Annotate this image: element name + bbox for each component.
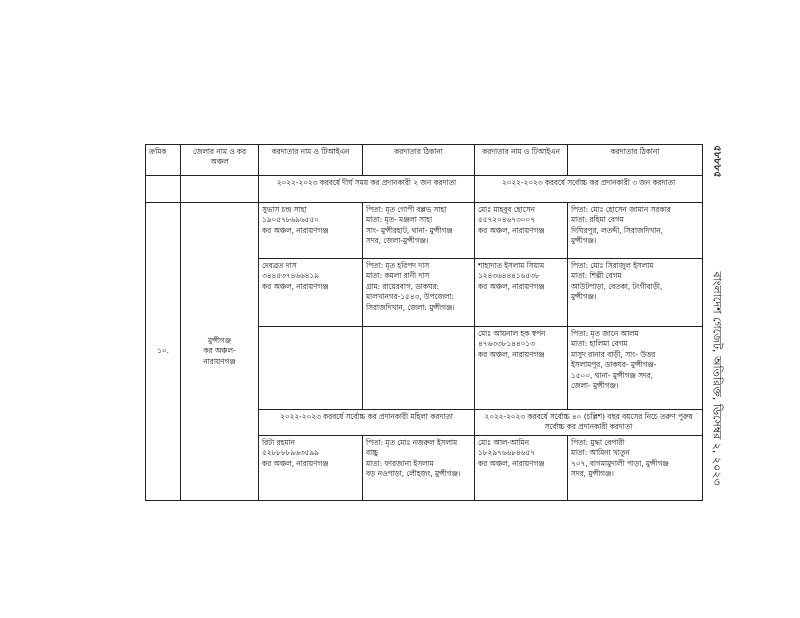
address-line: পিতা: মৃত মোঃ নজরুল ইসলাম <box>366 437 458 447</box>
running-head <box>705 215 727 545</box>
address-line: দিঘিরপুর, লতব্দী, সিরাজদিখান, <box>571 225 663 235</box>
header-address-right: করদাতার ঠিকানা <box>568 145 703 176</box>
empty-cell <box>181 176 259 203</box>
address-line: জেলা- মুন্সীগঞ্জ। <box>571 381 619 391</box>
taxpayer-tin: ১২৪৩৬৪৪৪১৬৫৩৮ <box>478 271 540 281</box>
taxpayer-name: মোঃ আয়নাল হক স্বপন <box>478 329 546 338</box>
taxpayer-tin: ১৯০৫৭৮৬৯৬৫৫০ <box>262 215 319 225</box>
address-line: বাচ্চু <box>366 448 379 458</box>
address-line: মাসুদ রানার বাড়ী, সাং- উত্তর <box>571 349 656 359</box>
header-district: জেলার নাম ও কর অঞ্চল <box>181 145 259 176</box>
taxpayer-name-cell <box>259 435 363 500</box>
address-line: মুন্সীগঞ্জ। <box>571 292 597 302</box>
taxpayer-address-cell <box>363 203 475 259</box>
address-line: আউটপাড়া, বেতকা, টংগীবাড়ী, <box>571 281 663 291</box>
header-name-tin-right: করদাতার নাম ও টিআইএন <box>475 145 568 176</box>
tax-zone: কর অঞ্চল, নারায়ণগঞ্জ <box>262 281 329 291</box>
address-line: ৭০৭, বাগমামুদালী পাড়া, মুন্সীগঞ্জ <box>571 458 669 468</box>
serial-number: ১০. <box>146 203 181 501</box>
header-address-left: করদাতার ঠিকানা <box>363 145 475 176</box>
address-line: মাতা: রহিমা বেগম <box>571 215 624 225</box>
taxpayer-tin: ৪৭৬৩৩৮১৪৪০১৩ <box>478 339 535 349</box>
address-line: ইসলামপুর, ডাকঘর- মুন্সীগঞ্জ- <box>571 360 657 370</box>
address-line: সদর, মুন্সীগঞ্জ। <box>571 469 614 479</box>
empty-cell <box>363 327 475 410</box>
taxpayer-table <box>145 144 703 501</box>
taxpayer-name-cell <box>475 435 568 500</box>
taxpayer-tin: ৫২৮৮৮৮৯৬৩৫৯৯ <box>262 448 319 458</box>
address-line: মাতা: শিল্পী বেগম <box>571 271 622 281</box>
address-line: পিতা: মৃত হরিপদ দাস <box>366 261 430 270</box>
taxpayer-name-cell <box>475 259 568 327</box>
taxpayer-name: মোঃ মাহবুব হোসেন <box>478 205 535 214</box>
empty-cell <box>146 176 181 203</box>
address-line: মাতা: আমিনা খাতুন <box>571 448 630 458</box>
taxpayer-tin: ৩৪৪৫৩৭৪৬৬৪১৯ <box>262 271 319 281</box>
district-cell <box>181 203 259 501</box>
district-line: মুন্সীগঞ্জ <box>208 335 231 345</box>
page-number <box>705 128 727 200</box>
taxpayer-name: রিটা রহমান <box>262 437 295 447</box>
address-line: মালখানগর-১৫৪৩, উপজেলা: <box>366 292 454 302</box>
address-line: মাতা: হালিমা বেগম <box>571 339 628 349</box>
taxpayer-address-cell <box>568 259 703 327</box>
tax-zone: কর অঞ্চল, নারায়ণগঞ্জ <box>478 458 545 468</box>
address-line: মাতা: ফারজানা ইসলাম <box>366 458 434 468</box>
section-female-heading: ২০২২-২০২৩ করবর্ষে সর্বোচ্চ কর প্রদানকারী মহিলা করদাতা <box>259 410 475 436</box>
taxpayer-name-cell <box>475 203 568 259</box>
tax-zone: কর অঞ্চল, নারায়ণগঞ্জ <box>478 225 545 235</box>
tax-zone: কর অঞ্চল, নারায়ণগঞ্জ <box>478 349 545 359</box>
address-line: মুন্সীগঞ্জ। <box>571 236 597 246</box>
empty-cell <box>259 327 363 410</box>
taxpayer-address-cell <box>568 327 703 410</box>
address-line: বড় নওপাড়া, লৌহজং, মুন্সীগঞ্জ। <box>366 469 461 479</box>
tax-zone: কর অঞ্চল, নারায়ণগঞ্জ <box>478 281 545 291</box>
address-line: সাং- মুন্সীরহাট, থানা- মুন্সীগঞ্জ <box>366 225 453 235</box>
taxpayer-name: সুভাস চন্দ্র সাহা <box>262 205 307 214</box>
address-line: পিতা: মোঃ সিরাজুল ইসলাম <box>571 261 654 270</box>
address-line: সদর, জেলা-মুন্সীগঞ্জ। <box>366 236 429 246</box>
tax-zone: কর অঞ্চল, নারায়ণগঞ্জ <box>262 225 329 235</box>
address-line: মাতা: মৃত- মঞ্জলা সাহা <box>366 215 433 225</box>
taxpayer-name: মোঃ আল-আমিন <box>478 437 529 447</box>
address-line: গ্রাম: রায়েরবাগ, ডাকঘর: <box>366 281 439 291</box>
taxpayer-name: শাহাদাত ইসলাম সিয়াম <box>478 261 545 270</box>
section-long-term-heading: ২০২২-২০২৩ করবর্ষে দীর্ঘ সময় কর প্রদানকারী ২ জন করদাতা <box>259 176 475 203</box>
table-row <box>146 203 703 259</box>
taxpayer-tin: ৫৫৭২০৪৬৭৩০০৭ <box>478 215 535 225</box>
running-head-text: বাংলাদেশ গেজেট, অতিরিক্ত, ডিসেম্বর ২, ২০২৩ <box>710 271 724 486</box>
section-top-three-heading: ২০২২-২০২৩ করবর্ষে সর্বোচ্চ কর প্রদানকারী ৩ জন করদাতা <box>475 176 703 203</box>
address-line: মাতা: কমলা রানী দাস <box>366 271 430 281</box>
taxpayer-address-cell <box>363 259 475 327</box>
address-line: পিতা: মৃত জানে আলম <box>571 329 639 338</box>
address-line: ১৫০০, থানা- মুন্সীগঞ্জ সদর, <box>571 370 654 380</box>
page-number-text: ৫৮৮৮৫ <box>711 145 723 178</box>
taxpayer-address-cell <box>568 203 703 259</box>
tax-zone: কর অঞ্চল, নারায়ণগঞ্জ <box>262 458 329 468</box>
section-heading-row <box>146 176 703 203</box>
taxpayer-name-cell <box>475 327 568 410</box>
taxpayer-name-cell <box>259 259 363 327</box>
taxpayer-tin: ১৮২৯৭৬৬৮৪৬৫৭ <box>478 448 535 458</box>
address-line: পিতা: মোঃ হোসেন জামান সরকার <box>571 205 671 214</box>
taxpayer-address-cell <box>363 435 475 500</box>
section-young-male-heading: ২০২২-২০২৩ করবর্ষে সর্বোচ্চ ৪০ (চল্লিশ) বছর বয়সের নিচে তরুণ পুরুষ সর্বোচ্চ কর প্রদানকারী করদাতা <box>475 410 703 436</box>
taxpayer-name-cell <box>259 203 363 259</box>
district-line: নারায়ণগঞ্জ <box>203 356 236 366</box>
address-line: পিতা: মুদ্ধা বেপারী <box>571 437 625 447</box>
header-name-tin-left: করদাতার নাম ও টিআইএন <box>259 145 363 176</box>
table-header-row <box>146 145 703 176</box>
district-line: কর অঞ্চল- <box>203 346 236 356</box>
header-serial: ক্রমিক <box>146 145 181 176</box>
address-line: পিতা: মৃত গোপী বল্লভ সাহা <box>366 205 447 214</box>
address-line: সিরাজদিখান, জেলা: মুন্সীগঞ্জ। <box>366 302 455 312</box>
taxpayer-name: দেবব্রত দাস <box>262 261 297 270</box>
taxpayer-address-cell <box>568 435 703 500</box>
